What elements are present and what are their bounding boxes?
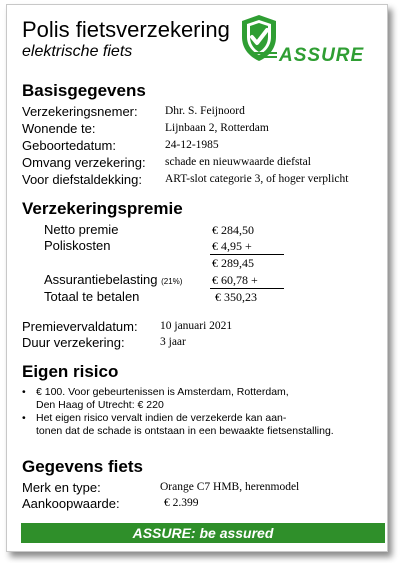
list-item <box>22 386 382 412</box>
basis-label: Wonende te: <box>22 121 96 136</box>
poliskosten-label: Poliskosten <box>44 238 111 253</box>
totaal-value: € 350,23 <box>215 290 257 304</box>
basis-row <box>22 138 116 153</box>
section-heading-basisgegevens: Basisgegevens <box>22 81 146 100</box>
basis-value: Lijnbaan 2, Rotterdam <box>165 122 269 134</box>
basis-label: Voor diefstaldekking: <box>22 172 142 187</box>
aankoopwaarde-value: € 2.399 <box>164 497 199 509</box>
basis-label: Verzekeringsnemer: <box>22 104 138 119</box>
eigen-risico-list <box>22 386 382 438</box>
list-item-text: tonen dat de schade is ontstaan in een bewaakte fietsenstalling. <box>36 425 334 437</box>
list-item <box>22 412 382 438</box>
aankoopwaarde-label: Aankoopwaarde: <box>22 496 120 511</box>
basis-value: ART-slot categorie 3, of hoger verplicht <box>165 173 349 185</box>
totaal-label: Totaal te betalen <box>44 289 140 304</box>
list-item-text: • Het eigen risico vervalt indien de verzekerde kan aan- <box>36 412 287 424</box>
basis-label: Geboortedatum: <box>22 138 116 153</box>
assurantiebelasting-label: Assurantiebelasting <box>44 272 158 287</box>
section-heading-fiets: Gegevens fiets <box>22 457 143 476</box>
premievervaldatum-value: 10 januari 2021 <box>160 320 233 332</box>
basis-row <box>22 121 95 136</box>
subtotal-value: € 289,45 <box>212 256 254 270</box>
duur-value: 3 jaar <box>160 336 186 348</box>
basis-value: schade en nieuwwaarde diefstal <box>165 156 311 168</box>
sum-divider <box>210 254 284 255</box>
brand-logo-text: ASSURE <box>279 45 365 66</box>
duur-label: Duur verzekering: <box>22 335 125 350</box>
basis-label: Omvang verzekering: <box>22 155 146 170</box>
section-heading-premie: Verzekeringspremie <box>22 199 183 218</box>
netto-premie-value: € 284,50 <box>212 223 254 237</box>
speed-lines-icon <box>251 51 279 61</box>
page-title: Polis fietsverzekering <box>22 17 230 42</box>
poliskosten-value: € 4,95 + <box>212 239 252 253</box>
section-heading-eigen-risico: Eigen risico <box>22 362 119 381</box>
basis-row <box>22 172 142 187</box>
assurantiebelasting-row <box>44 272 182 287</box>
policy-card <box>6 4 388 552</box>
page-subtitle: elektrische fiets <box>22 43 133 60</box>
basis-row <box>22 155 146 170</box>
basis-value: 24-12-1985 <box>165 139 219 151</box>
premievervaldatum-label: Premievervaldatum: <box>22 319 138 334</box>
list-item-text: Den Haag of Utrecht: € 220 <box>36 399 164 411</box>
basis-row <box>22 104 138 119</box>
assurantiebelasting-pct: (21%) <box>161 277 183 286</box>
total-divider <box>210 288 284 289</box>
footer-banner: ASSURE: be assured <box>21 523 385 543</box>
list-item-text: • € 100. Voor gebeurtenissen is Amsterdam, Rotterdam, <box>36 386 289 398</box>
merk-label: Merk en type: <box>22 480 101 495</box>
merk-value: Orange C7 HMB, herenmodel <box>160 481 300 493</box>
netto-premie-label: Netto premie <box>44 222 119 237</box>
basis-value: Dhr. S. Feijnoord <box>165 105 245 117</box>
assurantiebelasting-value: € 60,78 + <box>212 273 258 287</box>
